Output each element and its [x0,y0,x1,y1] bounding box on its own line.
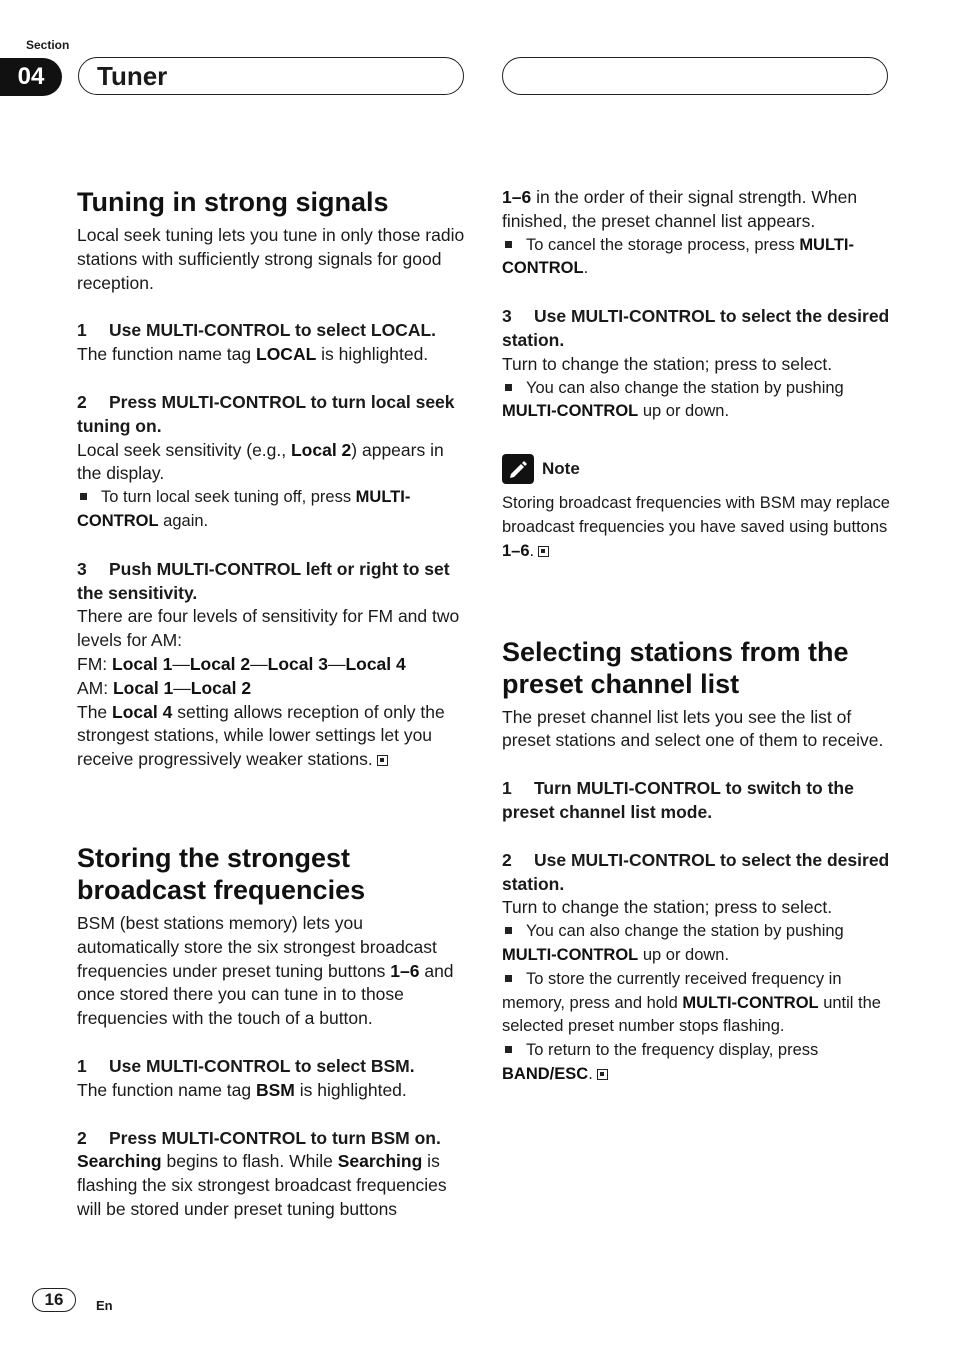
bullet-square-icon [80,493,87,500]
s3-bullet-3: To return to the frequency display, press BAND/ESC. [502,1041,819,1083]
s2-step2-continued: 1–6 in the order of their signal strength. When finished, the preset channel list appears. [502,187,858,231]
s1-step3-title: 3 Push MULTI-CONTROL left or right to set the sensitivity. [77,558,450,603]
s2-step3-bullet: You can also change the station by pushing MULTI-CONTROL up or down. [502,378,844,421]
s1-step2-text: Local seek sensitivity (e.g., Local 2) appears in the display. [77,439,444,484]
s2-step2-title: 2 Press MULTI-CONTROL to turn BSM on. [77,1127,441,1148]
heading-selecting-stations: Selecting stations from the preset channel list [502,636,849,699]
note-label: Note [542,459,580,479]
s2-step3-text: Turn to change the station; press to select. [502,353,833,374]
end-mark-icon [538,546,549,557]
s3-step1-title: 1 Turn MULTI-CONTROL to switch to the preset channel list mode. [502,778,854,822]
bullet-square-icon [505,1046,512,1053]
s1-step1-title: 1 Use MULTI-CONTROL to select LOCAL. [77,320,437,341]
right-column [502,186,890,1087]
section-title-tab [78,57,464,95]
end-mark-icon [377,755,388,766]
s1-step2-title: 2 Press MULTI-CONTROL to turn local seek tuning on. [77,391,455,436]
s1-step3-text: There are four levels of sensitivity for FM and two levels for AM: [77,606,460,651]
s3-intro: The preset channel list lets you see the list of preset stations and select one of them to receive. [502,706,884,751]
s1-step2-bullet: To turn local seek tuning off, press MULTI-CONTROL again. [77,488,411,530]
s3-step2-text: Turn to change the station; press to select. [502,897,833,918]
s2-step1-text: The function name tag BSM is highlighted. [77,1079,407,1100]
section-title: Tuner [97,61,168,91]
heading-tuning-strong-signals: Tuning in strong signals [77,187,389,217]
s2-intro: BSM (best stations memory) lets you automatically store the six strongest broadcast frequencies under preset tuning buttons 1–6 and once stored there you can tune in to those frequencies with the touch of a button. [77,912,454,1029]
pencil-note-icon [502,454,534,484]
fm-levels: FM: Local 1—Local 2—Local 3—Local 4 [77,653,406,674]
heading-storing-strongest: Storing the strongest broadcast frequencies [77,842,366,905]
bullet-square-icon [505,241,512,248]
s3-bullet-2: To store the currently received frequency in memory, press and hold MULTI-CONTROL until the selected preset number stops flashing. [502,969,881,1036]
s2-step2-text: Searching begins to flash. While Searching is flashing the six strongest broadcast frequencies will be stored under preset tuning buttons [77,1151,447,1219]
empty-header-tab [502,57,888,95]
s2-step3-title: 3 Use MULTI-CONTROL to select the desired station. [502,306,890,350]
s1-intro: Local seek tuning lets you tune in only those radio stations with sufficiently strong signals for good reception. [77,225,465,293]
language-code: En [96,1298,113,1313]
s3-step2-title: 2 Use MULTI-CONTROL to select the desired station. [502,849,890,894]
section-label: Section [26,38,70,52]
end-mark-icon [597,1069,608,1080]
note-text: Storing broadcast frequencies with BSM may replace broadcast frequencies you have saved using buttons 1–6. [502,494,890,560]
s1-step1-text: The function name tag LOCAL is highlighted. [77,344,429,365]
s1-step3-tail: The Local 4 setting allows reception of only the strongest stations, while lower settings let you receive progressively weaker stations. [77,701,445,770]
section-number-badge: 04 [0,58,62,96]
s3-bullet-1: You can also change the station by pushing MULTI-CONTROL up or down. [502,922,844,964]
s2-step1-title: 1 Use MULTI-CONTROL to select BSM. [77,1055,415,1076]
left-column [77,186,465,1222]
s2-cancel-bullet: To cancel the storage process, press MULTI-CONTROL. [502,235,854,278]
bullet-square-icon [505,975,512,982]
bullet-square-icon [505,927,512,934]
am-levels: AM: Local 1—Local 2 [77,677,252,698]
note-header [502,454,890,484]
page-number: 16 [32,1288,76,1312]
bullet-square-icon [505,384,512,391]
